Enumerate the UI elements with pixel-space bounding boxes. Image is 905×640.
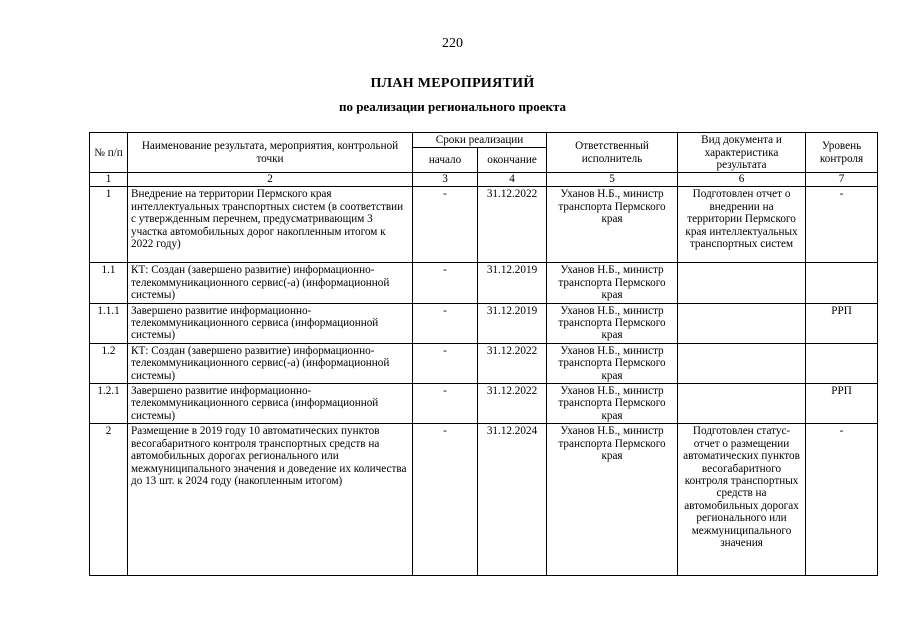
row-start: - bbox=[413, 263, 478, 303]
row-start: - bbox=[413, 343, 478, 383]
row-start: - bbox=[413, 384, 478, 424]
row-responsible: Уханов Н.Б., министр транспорта Пермского края bbox=[547, 263, 678, 303]
row-responsible: Уханов Н.Б., министр транспорта Пермского края bbox=[547, 303, 678, 343]
row-num: 1.1 bbox=[90, 263, 128, 303]
row-responsible: Уханов Н.Б., министр транспорта Пермского края bbox=[547, 187, 678, 263]
row-start: - bbox=[413, 187, 478, 263]
row-end: 31.12.2022 bbox=[478, 343, 547, 383]
row-level: - bbox=[806, 187, 878, 263]
row-num: 2 bbox=[90, 424, 128, 576]
column-number: 6 bbox=[678, 173, 806, 187]
plan-table bbox=[89, 132, 878, 576]
row-doc bbox=[678, 343, 806, 383]
row-end: 31.12.2019 bbox=[478, 263, 547, 303]
row-responsible: Уханов Н.Б., министр транспорта Пермского края bbox=[547, 424, 678, 576]
column-number: 1 bbox=[90, 173, 128, 187]
row-num: 1.2.1 bbox=[90, 384, 128, 424]
header-num: № п/п bbox=[90, 133, 128, 173]
page-number: 220 bbox=[442, 36, 463, 51]
row-name: Завершено развитие информационно-телекоммуникационного сервиса (информационной системы) bbox=[128, 384, 413, 424]
table-body bbox=[90, 187, 878, 576]
row-start: - bbox=[413, 424, 478, 576]
header-end: окончание bbox=[478, 148, 547, 173]
row-doc bbox=[678, 384, 806, 424]
row-end: 31.12.2022 bbox=[478, 187, 547, 263]
table-row bbox=[90, 384, 878, 424]
row-level bbox=[806, 343, 878, 383]
table-header bbox=[90, 133, 878, 187]
header-level: Уровень контроля bbox=[806, 133, 878, 173]
header-responsible: Ответственный исполнитель bbox=[547, 133, 678, 173]
row-doc bbox=[678, 263, 806, 303]
row-responsible: Уханов Н.Б., министр транспорта Пермского края bbox=[547, 343, 678, 383]
row-level bbox=[806, 263, 878, 303]
row-name: Внедрение на территории Пермского края интеллектуальных транспортных систем (в соответствии с утвержденным перечнем, предусматривающим 3 участка автомобильных дорог накопленным итогом к 2022 году) bbox=[128, 187, 413, 263]
row-doc: Подготовлен отчет о внедрении на территории Пермского края интеллектуальных транспортных систем bbox=[678, 187, 806, 263]
table-row bbox=[90, 187, 878, 263]
page-subtitle: по реализации регионального проекта bbox=[338, 99, 567, 114]
header-start: начало bbox=[413, 148, 478, 173]
column-number: 3 bbox=[413, 173, 478, 187]
table-row bbox=[90, 303, 878, 343]
row-end: 31.12.2019 bbox=[478, 303, 547, 343]
table-row bbox=[90, 263, 878, 303]
column-number: 5 bbox=[547, 173, 678, 187]
column-number: 2 bbox=[128, 173, 413, 187]
header-dates: Сроки реализации bbox=[413, 133, 547, 148]
row-num: 1 bbox=[90, 187, 128, 263]
header-name: Наименование результата, мероприятия, контрольной точки bbox=[128, 133, 413, 173]
column-numbers-row bbox=[90, 173, 878, 187]
row-doc bbox=[678, 303, 806, 343]
row-level: РРП bbox=[806, 384, 878, 424]
table-row bbox=[90, 343, 878, 383]
row-name: Завершено развитие информационно-телекоммуникационного сервиса (информационной системы) bbox=[128, 303, 413, 343]
row-responsible: Уханов Н.Б., министр транспорта Пермского края bbox=[547, 384, 678, 424]
row-level: - bbox=[806, 424, 878, 576]
row-name: КТ: Создан (завершено развитие) информационно-телекоммуникационного сервис(-а) (информационной системы) bbox=[128, 263, 413, 303]
table-row bbox=[90, 424, 878, 576]
row-level: РРП bbox=[806, 303, 878, 343]
header-doc: Вид документа и характеристика результата bbox=[678, 133, 806, 173]
row-num: 1.1.1 bbox=[90, 303, 128, 343]
row-name: КТ: Создан (завершено развитие) информационно-телекоммуникационного сервис(-а) (информационной системы) bbox=[128, 343, 413, 383]
row-doc: Подготовлен статус-отчет о размещении автоматических пунктов весогабаритного контроля транспортных средств на автомобильных дорогах регионального или межмуниципального значения bbox=[678, 424, 806, 576]
page-title: ПЛАН МЕРОПРИЯТИЙ bbox=[370, 76, 535, 91]
row-end: 31.12.2024 bbox=[478, 424, 547, 576]
row-end: 31.12.2022 bbox=[478, 384, 547, 424]
column-number: 4 bbox=[478, 173, 547, 187]
row-num: 1.2 bbox=[90, 343, 128, 383]
row-name: Размещение в 2019 году 10 автоматических пунктов весогабаритного контроля транспортных средств на автомобильных дорогах регионального или межмуниципального значения и доведение их количества до 13 шт. к 2024 году (накопленным итогом) bbox=[128, 424, 413, 576]
column-number: 7 bbox=[806, 173, 878, 187]
row-start: - bbox=[413, 303, 478, 343]
